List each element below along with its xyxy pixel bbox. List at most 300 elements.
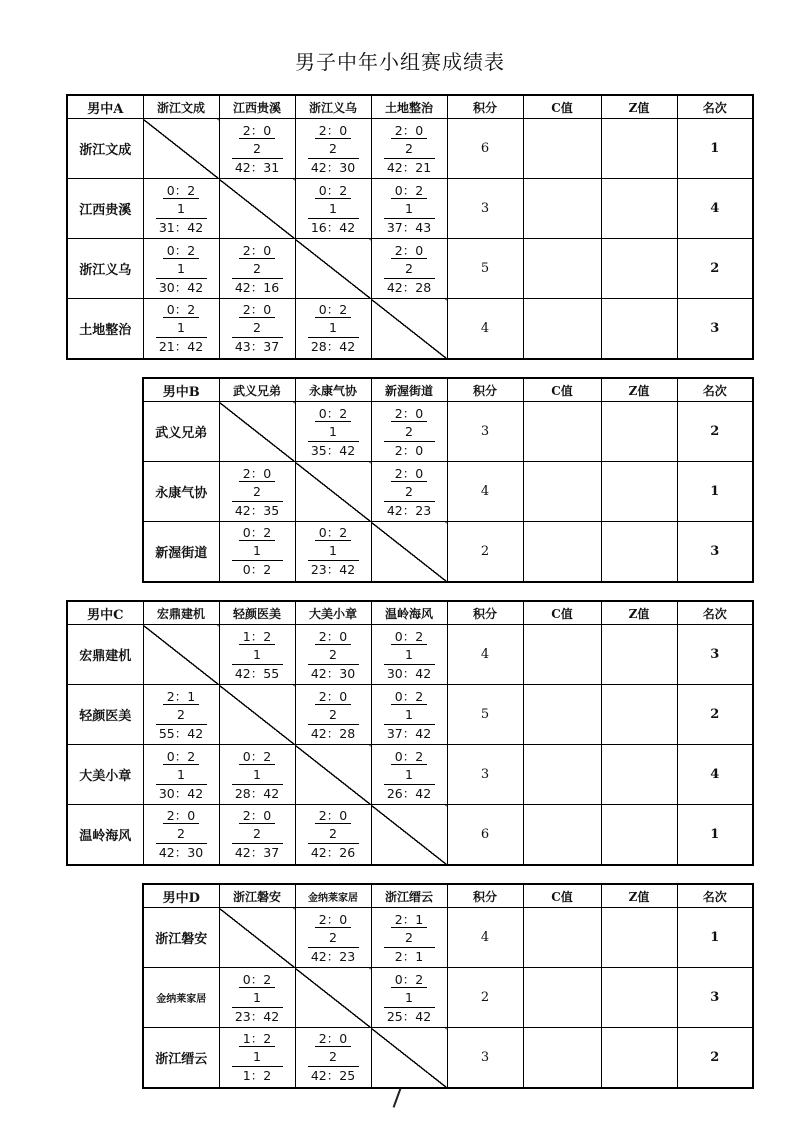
match-score: 0：2 xyxy=(163,749,199,765)
team-row-name: 轻颜医美 xyxy=(67,685,143,745)
point-score: 31：42 xyxy=(158,219,204,235)
match-result xyxy=(219,745,295,805)
team-row xyxy=(143,1028,753,1088)
z-value xyxy=(601,685,677,745)
match-score: 0：2 xyxy=(315,525,351,541)
c-value xyxy=(523,625,601,685)
rank-value: 1 xyxy=(677,908,753,968)
team-column-header: 浙江缙云 xyxy=(371,884,447,908)
point-score: 30：42 xyxy=(158,279,204,295)
match-points: 2 xyxy=(329,706,337,722)
points-header: 积分 xyxy=(447,95,523,119)
match-score: 0：2 xyxy=(391,689,427,705)
match-result xyxy=(219,805,295,865)
fraction-line xyxy=(384,947,435,948)
match-points: 1 xyxy=(177,766,185,782)
c-value xyxy=(523,805,601,865)
c-value xyxy=(523,522,601,582)
match-score: 1：2 xyxy=(239,1031,275,1047)
match-points: 1 xyxy=(177,260,185,276)
fraction-line xyxy=(232,784,283,785)
team-row-name: 土地整治 xyxy=(67,299,143,359)
match-score: 0：2 xyxy=(163,302,199,318)
match-points: 1 xyxy=(329,423,337,439)
z-value xyxy=(601,625,677,685)
point-score: 30：42 xyxy=(386,665,432,681)
point-score: 2：1 xyxy=(394,948,424,964)
fraction-line xyxy=(308,947,359,948)
team-row xyxy=(143,968,753,1028)
rank-value: 2 xyxy=(677,239,753,299)
points-value: 6 xyxy=(447,805,523,865)
c-value xyxy=(523,402,601,462)
rank-value: 3 xyxy=(677,299,753,359)
match-result xyxy=(371,968,447,1028)
match-points: 2 xyxy=(253,260,261,276)
match-result xyxy=(371,119,447,179)
team-row-name: 浙江义乌 xyxy=(67,239,143,299)
match-result xyxy=(219,239,295,299)
fraction-line xyxy=(156,724,207,725)
match-points: 1 xyxy=(329,543,337,559)
match-points: 2 xyxy=(405,423,413,439)
match-result xyxy=(371,908,447,968)
rank-value: 2 xyxy=(677,402,753,462)
fraction-line xyxy=(384,724,435,725)
diagonal-cell xyxy=(143,119,219,179)
fraction-line xyxy=(308,843,359,844)
point-score: 43：37 xyxy=(234,339,280,355)
points-value: 4 xyxy=(447,462,523,522)
diagonal-cell xyxy=(219,179,295,239)
match-points: 2 xyxy=(177,826,185,842)
match-result xyxy=(143,299,219,359)
match-result xyxy=(219,462,295,522)
match-points: 2 xyxy=(405,260,413,276)
points-value: 3 xyxy=(447,402,523,462)
match-result xyxy=(371,685,447,745)
match-score: 2：0 xyxy=(315,912,351,928)
match-score: 2：0 xyxy=(391,406,427,422)
match-points: 1 xyxy=(405,766,413,782)
match-points: 1 xyxy=(177,320,185,336)
match-result xyxy=(295,908,371,968)
match-score: 2：0 xyxy=(315,1031,351,1047)
z-value-header: Z值 xyxy=(601,601,677,625)
c-value xyxy=(523,299,601,359)
match-score: 2：0 xyxy=(239,302,275,318)
point-score: 26：42 xyxy=(386,785,432,801)
match-score: 0：2 xyxy=(315,183,351,199)
point-score: 23：42 xyxy=(234,1008,280,1024)
diagonal-cell xyxy=(371,1028,447,1088)
match-points: 1 xyxy=(253,646,261,662)
match-score: 2：0 xyxy=(315,629,351,645)
team-row xyxy=(67,299,753,359)
match-result xyxy=(371,179,447,239)
pen-mark xyxy=(393,1088,402,1107)
fraction-line xyxy=(308,441,359,442)
point-score: 2：0 xyxy=(394,442,424,458)
fraction-line xyxy=(308,664,359,665)
team-column-header: 新渥街道 xyxy=(371,378,447,402)
rank-header: 名次 xyxy=(677,601,753,625)
match-result xyxy=(295,179,371,239)
team-row-name: 大美小章 xyxy=(67,745,143,805)
point-score: 42：23 xyxy=(386,502,432,518)
rank-value: 1 xyxy=(677,462,753,522)
c-value xyxy=(523,239,601,299)
match-score: 2：0 xyxy=(315,808,351,824)
match-result xyxy=(371,239,447,299)
match-score: 2：0 xyxy=(163,808,199,824)
team-row-name: 金纳莱家居 xyxy=(143,968,219,1028)
fraction-line xyxy=(232,664,283,665)
team-column-header: 浙江文成 xyxy=(143,95,219,119)
point-score: 23：42 xyxy=(310,562,356,578)
fraction-line xyxy=(232,337,283,338)
point-score: 42：28 xyxy=(310,725,356,741)
fraction-line xyxy=(232,278,283,279)
z-value xyxy=(601,239,677,299)
rank-header: 名次 xyxy=(677,884,753,908)
match-score: 0：2 xyxy=(163,183,199,199)
match-score: 1：2 xyxy=(239,629,275,645)
team-column-header: 土地整治 xyxy=(371,95,447,119)
group-name: 男中B xyxy=(143,378,219,402)
c-value xyxy=(523,968,601,1028)
team-row-name: 江西贵溪 xyxy=(67,179,143,239)
group-name: 男中D xyxy=(143,884,219,908)
match-points: 2 xyxy=(253,483,261,499)
team-row xyxy=(143,522,753,582)
group-name: 男中C xyxy=(67,601,143,625)
group-table xyxy=(142,883,754,1089)
match-result xyxy=(295,805,371,865)
fraction-line xyxy=(232,843,283,844)
point-score: 42：35 xyxy=(234,502,280,518)
rank-value: 3 xyxy=(677,625,753,685)
match-result xyxy=(371,462,447,522)
points-header: 积分 xyxy=(447,884,523,908)
match-result xyxy=(295,522,371,582)
match-points: 2 xyxy=(253,140,261,156)
rank-value: 1 xyxy=(677,805,753,865)
c-value xyxy=(523,119,601,179)
match-points: 2 xyxy=(253,320,261,336)
group-table xyxy=(142,377,754,583)
c-value-header: C值 xyxy=(523,884,601,908)
match-points: 2 xyxy=(177,706,185,722)
match-points: 2 xyxy=(329,1049,337,1065)
z-value xyxy=(601,1028,677,1088)
point-score: 42：55 xyxy=(234,665,280,681)
fraction-line xyxy=(156,278,207,279)
point-score: 42：21 xyxy=(386,159,432,175)
team-column-header: 金纳莱家居 xyxy=(295,884,371,908)
team-column-header: 轻颜医美 xyxy=(219,601,295,625)
match-points: 2 xyxy=(253,826,261,842)
fraction-line xyxy=(156,843,207,844)
match-score: 2：0 xyxy=(391,466,427,482)
z-value xyxy=(601,968,677,1028)
diagonal-cell xyxy=(295,239,371,299)
point-score: 42：30 xyxy=(158,845,204,861)
points-value: 5 xyxy=(447,685,523,745)
fraction-line xyxy=(308,337,359,338)
z-value xyxy=(601,299,677,359)
team-column-header: 宏鼎建机 xyxy=(143,601,219,625)
match-points: 1 xyxy=(405,989,413,1005)
match-result xyxy=(143,239,219,299)
z-value xyxy=(601,805,677,865)
match-result xyxy=(371,402,447,462)
points-value: 3 xyxy=(447,179,523,239)
match-points: 1 xyxy=(329,200,337,216)
point-score: 37：43 xyxy=(386,219,432,235)
z-value-header: Z值 xyxy=(601,378,677,402)
diagonal-cell xyxy=(295,968,371,1028)
match-score: 0：2 xyxy=(391,972,427,988)
diagonal-cell xyxy=(371,522,447,582)
team-column-header: 浙江磐安 xyxy=(219,884,295,908)
c-value xyxy=(523,462,601,522)
team-column-header: 浙江义乌 xyxy=(295,95,371,119)
points-value: 3 xyxy=(447,1028,523,1088)
z-value xyxy=(601,179,677,239)
c-value xyxy=(523,908,601,968)
fraction-line xyxy=(384,784,435,785)
point-score: 42：31 xyxy=(234,159,280,175)
match-result xyxy=(143,745,219,805)
rank-value: 2 xyxy=(677,1028,753,1088)
match-result xyxy=(219,625,295,685)
match-result xyxy=(371,745,447,805)
points-value: 5 xyxy=(447,239,523,299)
match-score: 0：2 xyxy=(391,183,427,199)
fraction-line xyxy=(384,158,435,159)
group-name: 男中A xyxy=(67,95,143,119)
point-score: 25：42 xyxy=(386,1008,432,1024)
match-points: 2 xyxy=(405,929,413,945)
rank-header: 名次 xyxy=(677,378,753,402)
diagonal-cell xyxy=(219,685,295,745)
fraction-line xyxy=(156,784,207,785)
match-result xyxy=(371,625,447,685)
fraction-line xyxy=(384,441,435,442)
match-score: 2：0 xyxy=(391,123,427,139)
match-result xyxy=(143,685,219,745)
fraction-line xyxy=(232,1066,283,1067)
match-result xyxy=(219,119,295,179)
match-points: 1 xyxy=(177,200,185,216)
z-value-header: Z值 xyxy=(601,95,677,119)
fraction-line xyxy=(232,1007,283,1008)
rank-value: 2 xyxy=(677,685,753,745)
match-points: 1 xyxy=(253,543,261,559)
fraction-line xyxy=(232,158,283,159)
c-value-header: C值 xyxy=(523,378,601,402)
fraction-line xyxy=(308,1066,359,1067)
match-result xyxy=(143,179,219,239)
match-result xyxy=(295,299,371,359)
match-score: 2：1 xyxy=(163,689,199,705)
rank-value: 3 xyxy=(677,522,753,582)
fraction-line xyxy=(384,278,435,279)
team-row xyxy=(67,745,753,805)
team-column-header: 大美小章 xyxy=(295,601,371,625)
match-score: 0：2 xyxy=(391,749,427,765)
match-points: 2 xyxy=(405,483,413,499)
match-result xyxy=(143,805,219,865)
team-row xyxy=(143,908,753,968)
match-points: 1 xyxy=(405,646,413,662)
match-points: 1 xyxy=(253,766,261,782)
c-value xyxy=(523,179,601,239)
team-row-name: 浙江文成 xyxy=(67,119,143,179)
fraction-line xyxy=(308,560,359,561)
team-row xyxy=(67,685,753,745)
fraction-line xyxy=(308,218,359,219)
diagonal-cell xyxy=(295,462,371,522)
group-table xyxy=(66,94,754,360)
team-row-name: 新渥街道 xyxy=(143,522,219,582)
match-result xyxy=(219,522,295,582)
match-result xyxy=(295,625,371,685)
points-value: 3 xyxy=(447,745,523,805)
team-column-header: 江西贵溪 xyxy=(219,95,295,119)
z-value xyxy=(601,462,677,522)
fraction-line xyxy=(384,1007,435,1008)
point-score: 42：26 xyxy=(310,845,356,861)
rank-value: 3 xyxy=(677,968,753,1028)
team-column-header: 永康气协 xyxy=(295,378,371,402)
match-score: 2：0 xyxy=(239,243,275,259)
c-value-header: C值 xyxy=(523,95,601,119)
point-score: 1：2 xyxy=(242,1068,272,1084)
points-value: 2 xyxy=(447,968,523,1028)
team-row-name: 浙江缙云 xyxy=(143,1028,219,1088)
match-score: 0：2 xyxy=(163,243,199,259)
z-value xyxy=(601,908,677,968)
point-score: 42：30 xyxy=(310,665,356,681)
match-points: 2 xyxy=(329,826,337,842)
match-score: 0：2 xyxy=(315,302,351,318)
match-score: 2：0 xyxy=(391,243,427,259)
team-row-name: 浙江磐安 xyxy=(143,908,219,968)
point-score: 55：42 xyxy=(158,725,204,741)
z-value xyxy=(601,745,677,805)
points-value: 6 xyxy=(447,119,523,179)
point-score: 42：25 xyxy=(310,1068,356,1084)
match-points: 1 xyxy=(253,1049,261,1065)
team-row xyxy=(67,179,753,239)
c-value xyxy=(523,1028,601,1088)
point-score: 42：30 xyxy=(310,159,356,175)
point-score: 42：28 xyxy=(386,279,432,295)
point-score: 16：42 xyxy=(310,219,356,235)
z-value-header: Z值 xyxy=(601,884,677,908)
fraction-line xyxy=(308,158,359,159)
fraction-line xyxy=(232,560,283,561)
team-row xyxy=(67,119,753,179)
point-score: 35：42 xyxy=(310,442,356,458)
diagonal-cell xyxy=(219,908,295,968)
match-result xyxy=(219,1028,295,1088)
diagonal-cell xyxy=(371,805,447,865)
match-points: 2 xyxy=(329,646,337,662)
team-row xyxy=(143,462,753,522)
fraction-line xyxy=(156,337,207,338)
team-row-name: 宏鼎建机 xyxy=(67,625,143,685)
match-result xyxy=(295,119,371,179)
c-value-header: C值 xyxy=(523,601,601,625)
match-points: 1 xyxy=(253,989,261,1005)
diagonal-cell xyxy=(143,625,219,685)
match-result xyxy=(295,685,371,745)
team-row xyxy=(67,805,753,865)
team-column-header: 武义兄弟 xyxy=(219,378,295,402)
team-row-name: 永康气协 xyxy=(143,462,219,522)
team-row-name: 温岭海风 xyxy=(67,805,143,865)
z-value xyxy=(601,522,677,582)
rank-value: 4 xyxy=(677,179,753,239)
z-value xyxy=(601,402,677,462)
point-score: 30：42 xyxy=(158,785,204,801)
point-score: 42：37 xyxy=(234,845,280,861)
z-value xyxy=(601,119,677,179)
match-result xyxy=(219,968,295,1028)
match-score: 0：2 xyxy=(239,525,275,541)
point-score: 42：16 xyxy=(234,279,280,295)
points-value: 2 xyxy=(447,522,523,582)
team-row xyxy=(143,402,753,462)
team-row xyxy=(67,625,753,685)
c-value xyxy=(523,745,601,805)
team-column-header: 温岭海风 xyxy=(371,601,447,625)
fraction-line xyxy=(156,218,207,219)
team-row-name: 武义兄弟 xyxy=(143,402,219,462)
rank-value: 4 xyxy=(677,745,753,805)
fraction-line xyxy=(384,501,435,502)
match-score: 2：0 xyxy=(239,466,275,482)
point-score: 0：2 xyxy=(242,562,272,578)
match-points: 2 xyxy=(329,140,337,156)
match-result xyxy=(295,1028,371,1088)
rank-header: 名次 xyxy=(677,95,753,119)
match-points: 1 xyxy=(405,200,413,216)
group-table xyxy=(66,600,754,866)
match-result xyxy=(295,402,371,462)
c-value xyxy=(523,685,601,745)
match-points: 2 xyxy=(329,929,337,945)
fraction-line xyxy=(232,501,283,502)
diagonal-cell xyxy=(219,402,295,462)
fraction-line xyxy=(308,724,359,725)
points-value: 4 xyxy=(447,625,523,685)
team-row xyxy=(67,239,753,299)
points-header: 积分 xyxy=(447,378,523,402)
match-points: 1 xyxy=(329,320,337,336)
match-result xyxy=(219,299,295,359)
match-score: 2：0 xyxy=(315,123,351,139)
point-score: 28：42 xyxy=(310,339,356,355)
page-title: 男子中年小组赛成绩表 xyxy=(295,50,505,74)
point-score: 37：42 xyxy=(386,725,432,741)
match-score: 2：0 xyxy=(315,689,351,705)
rank-value: 1 xyxy=(677,119,753,179)
points-header: 积分 xyxy=(447,601,523,625)
